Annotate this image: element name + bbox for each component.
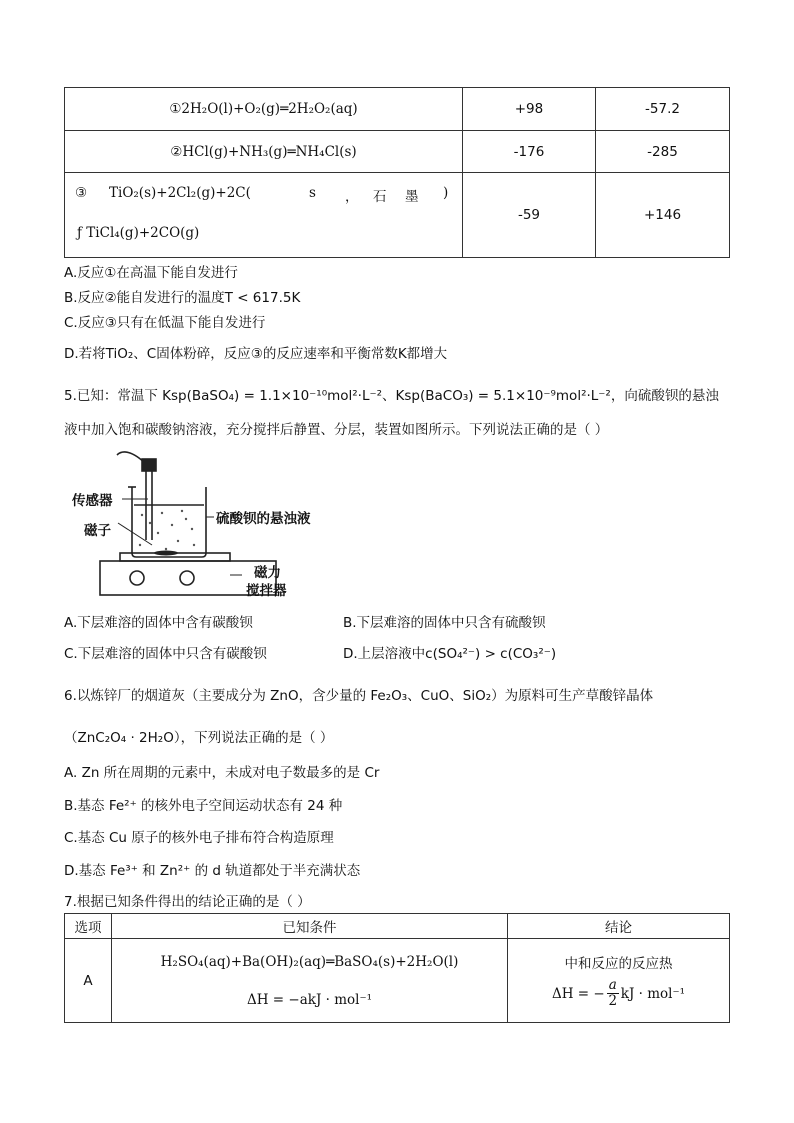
value-cell: +146 xyxy=(596,173,730,258)
label-sensor: 传感器 xyxy=(72,493,113,509)
q6-option-d: D.基态 Fe³⁺ 和 Zn²⁺ 的 d 轨道都处于半充满状态 xyxy=(64,863,361,879)
apparatus-figure xyxy=(62,445,342,605)
header-condition: 已知条件 xyxy=(112,914,508,939)
header-option: 选项 xyxy=(65,914,112,939)
label-magnet: 磁子 xyxy=(84,523,111,539)
label-stirrer-2: 搅拌器 xyxy=(246,583,287,599)
q4-option-b: B.反应②能自发进行的温度T < 617.5K xyxy=(64,290,301,306)
reaction-cell xyxy=(65,88,463,131)
option-a-cell: A xyxy=(65,939,112,1023)
reaction-3-line2: ƒ TiCl₄(g)+2CO(g) xyxy=(77,225,200,241)
q6-option-a: A. Zn 所在周期的元素中，未成对电子数最多的是 Cr xyxy=(64,765,380,781)
condition-cell: H₂SO₄(aq)+Ba(OH)₂(aq)═BaSO₄(s)+2H₂O(l) ΔH = −akJ · mol⁻¹ xyxy=(112,939,508,1023)
sensor-head xyxy=(142,459,156,471)
q6-option-b: B.基态 Fe²⁺ 的核外电子空间运动状态有 24 种 xyxy=(64,798,343,814)
q4-option-a: A.反应①在高温下能自发进行 xyxy=(64,265,238,281)
reaction-1: ①2H₂O(l)+O₂(g)═2H₂O₂(aq) xyxy=(169,101,358,117)
magnet-bar xyxy=(154,551,178,556)
reaction-cell xyxy=(65,131,463,173)
beaker xyxy=(132,487,206,557)
reaction-2: ②HCl(g)+NH₃(g)═NH₄Cl(s) xyxy=(170,143,357,160)
value-cell: -59 xyxy=(463,173,596,258)
q4-option-c: C.反应③只有在低温下能自发进行 xyxy=(64,315,266,331)
q5-stem-line2: 液中加入饱和碳酸钠溶液，充分搅拌后静置、分层，装置如图所示。下列说法正确的是（ ） xyxy=(64,422,609,438)
value-cell: -285 xyxy=(596,131,730,173)
q6-stem-line1: 6.以炼锌厂的烟道灰（主要成分为 ZnO，含少量的 Fe₂O₃、CuO、SiO₂）为原料可生产草酸锌晶体 xyxy=(64,688,654,704)
q5-stem-line1: 5.已知：常温下 Ksp(BaSO₄) = 1.1×10⁻¹⁰mol²·L⁻²、Ksp(BaCO₃) = 5.1×10⁻⁹mol²·L⁻²，向硫酸钡的悬浊 xyxy=(64,388,719,404)
q4-option-d: D.若将TiO₂、C固体粉碎，反应③的反应速率和平衡常数K都增大 xyxy=(64,346,448,362)
q7-stem: 7.根据已知条件得出的结论正确的是（ ） xyxy=(64,894,311,910)
reaction-cell: ③ TiO₂(s)+2Cl₂(g)+2C( s ， 石 墨 ) ƒ TiCl₄(g)+2CO(g) xyxy=(65,173,463,258)
value-cell: +98 xyxy=(463,88,596,131)
label-suspension: 硫酸钡的悬浊液 xyxy=(216,511,311,527)
q5-option-b: B.下层难溶的固体中只含有硫酸钡 xyxy=(343,615,546,631)
q6-stem-line2: （ZnC₂O₄ · 2H₂O），下列说法正确的是（ ） xyxy=(64,730,334,746)
knob xyxy=(130,571,144,585)
value-cell: -176 xyxy=(463,131,596,173)
q5-option-a: A.下层难溶的固体中含有碳酸钡 xyxy=(64,615,253,631)
knob xyxy=(180,571,194,585)
value-cell: -57.2 xyxy=(596,88,730,131)
q6-option-c: C.基态 Cu 原子的核外电子排布符合构造原理 xyxy=(64,830,334,846)
q7-table xyxy=(64,913,730,1023)
thermo-table xyxy=(64,87,730,258)
conclusion-cell: 中和反应的反应热 ΔH = − $\frac{a}{2}$ kJ · mol⁻¹ xyxy=(508,939,730,1023)
q5-option-c: C.下层难溶的固体中只含有碳酸钡 xyxy=(64,646,267,662)
header-conclusion: 结论 xyxy=(508,914,730,939)
q5-option-d: D.上层溶液中c(SO₄²⁻) > c(CO₃²⁻) xyxy=(343,646,557,662)
label-stirrer-1: 磁力 xyxy=(254,565,281,581)
